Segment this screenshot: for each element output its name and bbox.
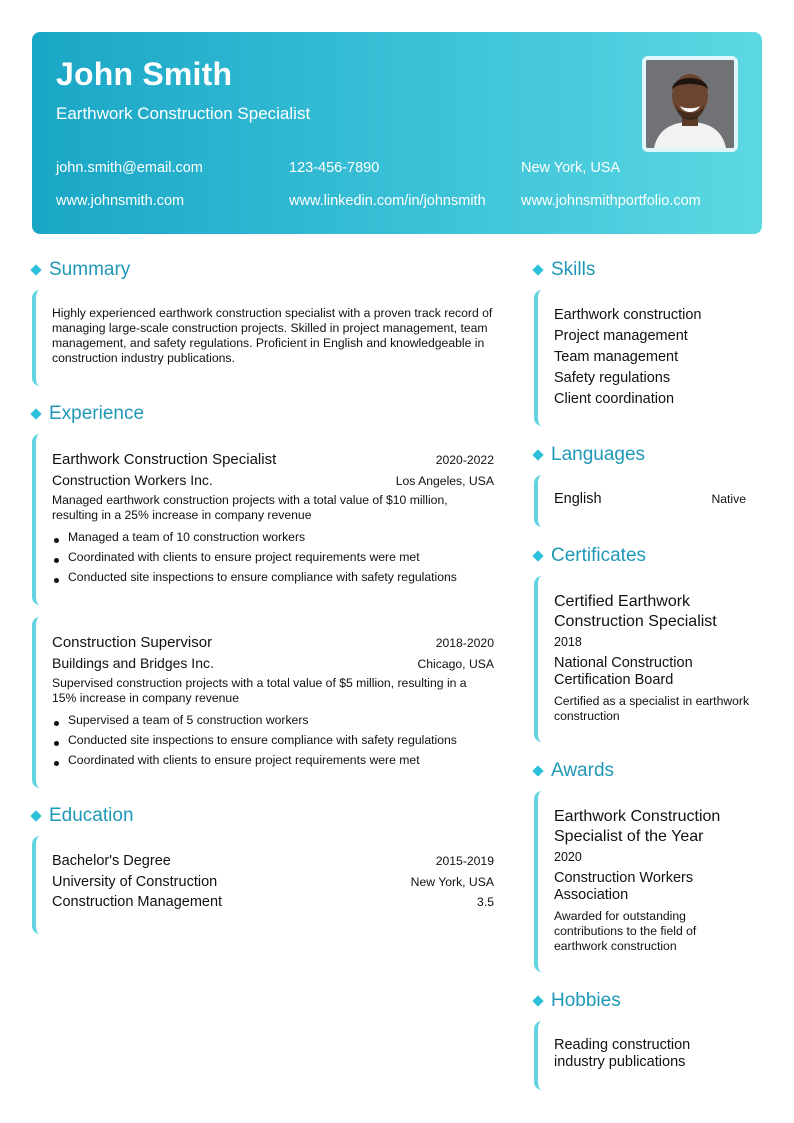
job-dates: 2018-2020 <box>435 636 494 650</box>
language-level: Native <box>711 492 746 506</box>
certificate-name: Certified Earthwork Construction Specialist <box>554 593 717 630</box>
summary-text: Highly experienced earthwork construction specialist with a proven track record of managing large-scale construction projects. Skilled in project management, team management, and safety regulations. Proficient in English and knowledgeable in construction industry publications. <box>52 306 493 365</box>
awards-heading: Awards <box>533 760 614 782</box>
resume-header <box>32 32 762 234</box>
skills-heading: Skills <box>533 259 595 281</box>
candidate-name: John Smith <box>56 56 233 92</box>
bullet-item: Coordinated with clients to ensure project requirements were met <box>52 750 494 770</box>
education-heading: Education <box>31 805 134 827</box>
company-name: Buildings and Bridges Inc. <box>52 655 214 671</box>
linkedin-link[interactable]: www.linkedin.com/in/johnsmith <box>289 193 486 209</box>
location-text: New York, USA <box>521 160 621 176</box>
diamond-icon <box>532 264 543 275</box>
language-name: English <box>554 491 602 507</box>
skill-item: Safety regulations <box>554 370 671 386</box>
job-description: Supervised construction projects with a total value of $5 million, resulting in a 15% increase in company revenue <box>52 676 467 705</box>
degree-name: Bachelor's Degree <box>52 853 171 869</box>
certificate-description: Certified as a specialist in earthwork construction <box>554 694 750 723</box>
candidate-title: Earthwork Construction Specialist <box>56 104 311 123</box>
diamond-icon <box>532 449 543 460</box>
diamond-icon <box>532 550 543 561</box>
hobbies-block <box>534 1021 762 1090</box>
diamond-icon <box>30 264 41 275</box>
skill-item: Earthwork construction <box>554 307 702 323</box>
website-link[interactable]: www.johnsmith.com <box>56 193 185 209</box>
award-description: Awarded for outstanding contributions to the field of earthwork construction <box>554 909 697 953</box>
hobby-item: Reading construction industry publications <box>554 1037 691 1070</box>
school-name: University of Construction <box>52 874 218 890</box>
award-item <box>534 791 762 972</box>
phone-number: 123-456-7890 <box>289 160 380 176</box>
bullet-item: Conducted site inspections to ensure compliance with safety regulations <box>52 730 494 750</box>
job-bullets <box>52 710 494 770</box>
certificates-heading: Certificates <box>533 545 646 567</box>
portfolio-link[interactable]: www.johnsmithportfolio.com <box>521 193 701 209</box>
email-link[interactable]: john.smith@email.com <box>56 160 203 176</box>
bullet-item: Conducted site inspections to ensure compliance with safety regulations <box>52 567 494 587</box>
job-location: Los Angeles, USA <box>395 474 494 488</box>
job-bullets <box>52 527 494 587</box>
certificate-item <box>534 576 762 742</box>
summary-block <box>32 290 502 386</box>
certificate-issuer: National Construction Certification Board <box>554 655 693 688</box>
job-title: Earthwork Construction Specialist <box>52 451 277 468</box>
certificate-year: 2018 <box>554 635 582 649</box>
award-issuer: Construction Workers Association <box>554 870 694 903</box>
award-year: 2020 <box>554 850 582 864</box>
bullet-item: Supervised a team of 5 construction workers <box>52 710 494 730</box>
diamond-icon <box>30 810 41 821</box>
profile-photo <box>642 56 738 152</box>
diamond-icon <box>532 995 543 1006</box>
award-name: Earthwork Construction Specialist of the Year <box>554 808 721 845</box>
education-dates: 2015-2019 <box>435 854 494 868</box>
job-title: Construction Supervisor <box>52 634 213 651</box>
bullet-item: Managed a team of 10 construction workers <box>52 527 494 547</box>
diamond-icon <box>532 765 543 776</box>
company-name: Construction Workers Inc. <box>52 472 213 488</box>
experience-heading: Experience <box>31 403 144 425</box>
bullet-item: Coordinated with clients to ensure project requirements were met <box>52 547 494 567</box>
job-dates: 2020-2022 <box>435 453 494 467</box>
skill-item: Team management <box>554 349 679 365</box>
experience-item <box>32 617 502 788</box>
summary-heading: Summary <box>31 259 130 281</box>
experience-item <box>32 434 502 605</box>
profile-photo-image <box>646 60 734 148</box>
languages-block <box>534 475 762 527</box>
field-of-study: Construction Management <box>52 894 223 910</box>
diamond-icon <box>30 408 41 419</box>
hobbies-heading: Hobbies <box>533 990 621 1012</box>
job-description: Managed earthwork construction projects with a total value of $10 million, resulting in a 25% increase in company revenue <box>52 493 448 522</box>
languages-heading: Languages <box>533 444 645 466</box>
gpa-value: 3.5 <box>477 895 494 909</box>
education-location: New York, USA <box>410 875 494 889</box>
skill-item: Project management <box>554 328 688 344</box>
skill-item: Client coordination <box>554 391 675 407</box>
job-location: Chicago, USA <box>417 657 494 671</box>
education-block <box>32 836 502 934</box>
skills-block <box>534 290 762 426</box>
